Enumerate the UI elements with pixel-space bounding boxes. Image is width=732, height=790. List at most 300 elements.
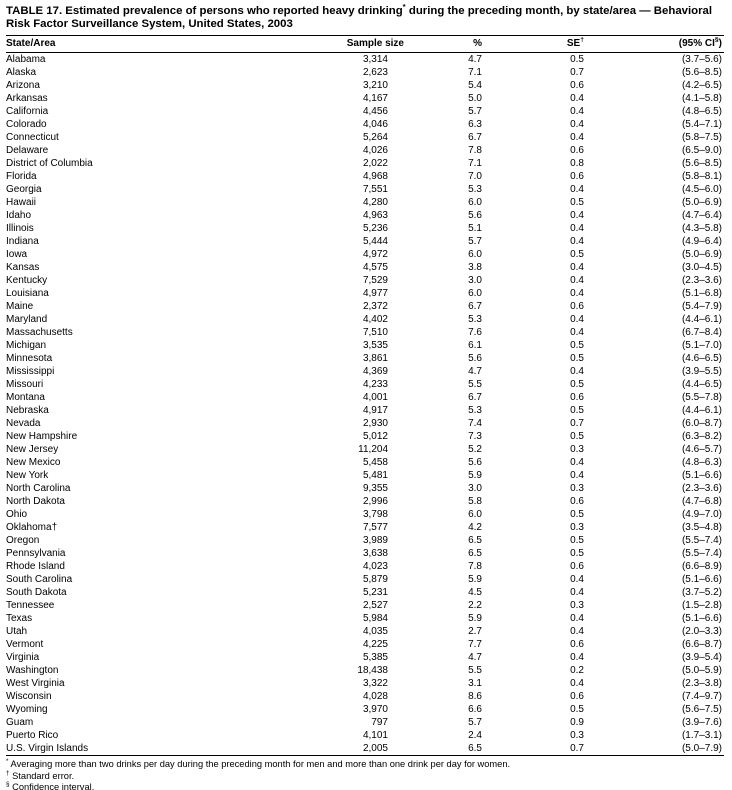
state-area-cell: Alaska <box>6 66 37 78</box>
ci-cell: (4.9–7.0) <box>681 508 722 520</box>
percent-cell: 5.3 <box>468 183 482 195</box>
percent-cell: 2.7 <box>468 625 482 637</box>
state-area-cell: Michigan <box>6 339 47 351</box>
table-body <box>6 52 724 755</box>
state-area-cell: Vermont <box>6 638 44 650</box>
table-title-text-continued: during the preceding month, by state/area — Behavioral Risk Factor Surveillance System, United States, 2003 <box>6 5 713 31</box>
table-row <box>6 456 724 469</box>
table-row <box>6 729 724 742</box>
sample-size-cell: 2,930 <box>362 417 388 429</box>
footnote-definition: * Averaging more than two drinks per day during the preceding month for men and more than one drink per day for women. <box>6 757 511 769</box>
state-area-cell: New Hampshire <box>6 430 78 442</box>
se-cell: 0.5 <box>570 534 584 546</box>
percent-cell: 6.7 <box>468 131 482 143</box>
percent-cell: 5.6 <box>468 352 482 364</box>
se-cell: 0.6 <box>570 300 584 312</box>
state-area-cell: Minnesota <box>6 352 53 364</box>
sample-size-cell: 4,233 <box>362 378 388 390</box>
percent-cell: 5.7 <box>468 105 482 117</box>
header-row <box>6 35 724 52</box>
ci-cell: (4.4–6.1) <box>681 404 722 416</box>
ci-cell: (6.0–8.7) <box>681 417 722 429</box>
se-cell: 0.4 <box>570 677 584 689</box>
ci-cell: (4.6–5.7) <box>681 443 722 455</box>
state-area-cell: Maine <box>6 300 34 312</box>
state-area-cell: Kentucky <box>6 274 48 286</box>
ci-cell: (5.5–7.4) <box>681 534 722 546</box>
table-row <box>6 365 724 378</box>
percent-cell: 4.7 <box>468 365 482 377</box>
table-row <box>6 313 724 326</box>
table-row <box>6 274 724 287</box>
sample-size-cell: 5,236 <box>362 222 388 234</box>
ci-cell: (6.6–8.7) <box>681 638 722 650</box>
se-cell: 0.6 <box>570 170 584 182</box>
table-row <box>6 625 724 638</box>
percent-cell: 6.6 <box>468 703 482 715</box>
state-area-cell: Oregon <box>6 534 40 546</box>
table-row <box>6 79 724 92</box>
sample-size-cell: 4,023 <box>362 560 388 572</box>
se-cell: 0.6 <box>570 391 584 403</box>
percent-cell: 3.0 <box>468 274 482 286</box>
state-area-cell: New Mexico <box>6 456 61 468</box>
ci-cell: (5.1–6.6) <box>681 469 722 481</box>
sample-size-cell: 5,231 <box>362 586 388 598</box>
percent-cell: 4.5 <box>468 586 482 598</box>
footnote-marker-dagger: † <box>6 769 10 777</box>
se-cell: 0.4 <box>570 456 584 468</box>
state-area-cell: Mississippi <box>6 365 55 377</box>
se-cell: 0.5 <box>570 196 584 208</box>
se-cell: 0.5 <box>570 404 584 416</box>
sample-size-cell: 2,996 <box>362 495 388 507</box>
sample-size-cell: 4,026 <box>362 144 388 156</box>
ci-cell: (5.1–6.6) <box>681 573 722 585</box>
state-area-cell: Washington <box>6 664 59 676</box>
sample-size-cell: 18,438 <box>357 664 388 676</box>
table-row <box>6 118 724 131</box>
ci-cell: (4.4–6.5) <box>681 378 722 390</box>
sample-size-cell: 2,022 <box>362 157 388 169</box>
state-area-cell: New Jersey <box>6 443 59 455</box>
table-row <box>6 508 724 521</box>
sample-size-cell: 4,968 <box>362 170 388 182</box>
table-row <box>6 105 724 118</box>
table-title <box>6 2 724 32</box>
state-area-cell: Wisconsin <box>6 690 52 702</box>
sample-size-cell: 7,529 <box>362 274 388 286</box>
sample-size-cell: 4,402 <box>362 313 388 325</box>
se-cell: 0.5 <box>570 352 584 364</box>
ci-cell: (2.3–3.8) <box>681 677 722 689</box>
percent-cell: 8.6 <box>468 690 482 702</box>
ci-cell: (4.4–6.1) <box>681 313 722 325</box>
sample-size-cell: 4,028 <box>362 690 388 702</box>
se-cell: 0.4 <box>570 586 584 598</box>
state-area-cell: Ohio <box>6 508 28 520</box>
se-cell: 0.5 <box>570 248 584 260</box>
ci-cell: (5.4–7.1) <box>681 118 722 130</box>
table-row <box>6 404 724 417</box>
se-cell: 0.9 <box>570 716 584 728</box>
state-area-cell: Iowa <box>6 248 28 260</box>
ci-cell: (2.3–3.6) <box>681 274 722 286</box>
state-area-cell: Florida <box>6 170 37 182</box>
percent-cell: 5.4 <box>468 79 482 91</box>
state-area-cell: Utah <box>6 625 28 637</box>
state-area-cell: Guam <box>6 716 34 728</box>
se-cell: 0.4 <box>570 625 584 637</box>
percent-cell: 5.6 <box>468 209 482 221</box>
sample-size-cell: 5,012 <box>362 430 388 442</box>
state-area-cell: Pennsylvania <box>6 547 66 559</box>
table-row <box>6 261 724 274</box>
se-cell: 0.6 <box>570 495 584 507</box>
ci-cell: (3.9–7.6) <box>681 716 722 728</box>
sample-size-cell: 5,444 <box>362 235 388 247</box>
se-cell: 0.3 <box>570 729 584 741</box>
se-cell: 0.5 <box>570 703 584 715</box>
ci-cell: (5.6–8.5) <box>681 66 722 78</box>
sample-size-cell: 7,551 <box>362 183 388 195</box>
state-area-cell: Virginia <box>6 651 40 663</box>
table-title-text: TABLE 17. Estimated prevalence of persons who reported heavy drinking <box>6 5 403 17</box>
table-row <box>6 534 724 547</box>
percent-cell: 7.4 <box>468 417 482 429</box>
percent-cell: 5.0 <box>468 92 482 104</box>
sample-size-cell: 3,970 <box>362 703 388 715</box>
sample-size-cell: 4,963 <box>362 209 388 221</box>
percent-cell: 7.8 <box>468 560 482 572</box>
table-row <box>6 521 724 534</box>
percent-cell: 6.7 <box>468 391 482 403</box>
table-row <box>6 482 724 495</box>
ci-cell: (3.7–5.6) <box>681 53 722 65</box>
state-area-cell: New York <box>6 469 49 481</box>
se-cell: 0.4 <box>570 183 584 195</box>
se-cell: 0.3 <box>570 443 584 455</box>
state-area-cell: North Carolina <box>6 482 71 494</box>
state-area-cell: Delaware <box>6 144 49 156</box>
se-cell: 0.4 <box>570 573 584 585</box>
sample-size-cell: 2,372 <box>362 300 388 312</box>
table-row <box>6 586 724 599</box>
sample-size-cell: 2,527 <box>362 599 388 611</box>
sample-size-cell: 4,977 <box>362 287 388 299</box>
table-row <box>6 222 724 235</box>
table-row <box>6 547 724 560</box>
sample-size-cell: 3,638 <box>362 547 388 559</box>
percent-cell: 5.3 <box>468 404 482 416</box>
state-area-cell: South Dakota <box>6 586 67 598</box>
percent-cell: 5.1 <box>468 222 482 234</box>
ci-cell: (5.4–7.9) <box>681 300 722 312</box>
percent-cell: 5.7 <box>468 235 482 247</box>
table-row <box>6 248 724 261</box>
sample-size-cell: 11,204 <box>358 443 388 455</box>
percent-cell: 4.7 <box>468 651 482 663</box>
sample-size-cell: 9,355 <box>362 482 388 494</box>
se-cell: 0.4 <box>570 222 584 234</box>
percent-cell: 7.0 <box>468 170 482 182</box>
table-row <box>6 417 724 430</box>
table-row <box>6 144 724 157</box>
col-header-se: SE† <box>482 35 584 52</box>
table-row <box>6 638 724 651</box>
state-area-cell: Idaho <box>6 209 32 221</box>
ci-cell: (5.5–7.8) <box>681 391 722 403</box>
se-cell: 0.2 <box>570 664 584 676</box>
percent-cell: 2.4 <box>468 729 482 741</box>
se-cell: 0.7 <box>570 417 584 429</box>
ci-cell: (4.7–6.8) <box>681 495 722 507</box>
ci-cell: (5.0–6.9) <box>681 196 722 208</box>
state-area-cell: Indiana <box>6 235 39 247</box>
ci-cell: (5.5–7.4) <box>681 547 722 559</box>
se-cell: 0.4 <box>570 274 584 286</box>
se-cell: 0.3 <box>570 482 584 494</box>
table-row <box>6 443 724 456</box>
se-cell: 0.4 <box>570 105 584 117</box>
state-area-cell: Wyoming <box>6 703 48 715</box>
percent-cell: 6.5 <box>468 547 482 559</box>
sample-size-cell: 3,314 <box>362 53 388 65</box>
table-row <box>6 664 724 677</box>
se-cell: 0.5 <box>570 378 584 390</box>
ci-cell: (5.6–7.5) <box>681 703 722 715</box>
se-cell: 0.5 <box>570 508 584 520</box>
ci-cell: (6.7–8.4) <box>681 326 722 338</box>
ci-cell: (4.3–5.8) <box>681 222 722 234</box>
se-cell: 0.5 <box>570 339 584 351</box>
percent-cell: 5.2 <box>468 443 482 455</box>
sample-size-cell: 4,001 <box>362 391 388 403</box>
state-area-cell: Maryland <box>6 313 48 325</box>
table-row <box>6 677 724 690</box>
ci-cell: (2.3–3.6) <box>681 482 722 494</box>
ci-cell: (3.5–4.8) <box>681 521 722 533</box>
ci-cell: (3.7–5.2) <box>681 586 722 598</box>
ci-cell: (1.7–3.1) <box>681 729 722 741</box>
ci-cell: (5.0–7.9) <box>681 742 722 754</box>
table-row <box>6 391 724 404</box>
ci-cell: (6.5–9.0) <box>681 144 722 156</box>
sample-size-cell: 3,861 <box>362 352 388 364</box>
table-row <box>6 287 724 300</box>
table-row <box>6 599 724 612</box>
sample-size-cell: 4,046 <box>362 118 388 130</box>
se-cell: 0.4 <box>570 612 584 624</box>
footnote-marker-asterisk: * <box>6 757 9 765</box>
state-area-cell: Rhode Island <box>6 560 65 572</box>
sample-size-cell: 4,369 <box>362 365 388 377</box>
ci-cell: (4.7–6.4) <box>681 209 722 221</box>
state-area-cell: Colorado <box>6 118 47 130</box>
se-cell: 0.6 <box>570 690 584 702</box>
sample-size-cell: 5,458 <box>362 456 388 468</box>
table-row <box>6 131 724 144</box>
percent-cell: 5.9 <box>468 573 482 585</box>
ci-cell: (6.6–8.9) <box>681 560 722 572</box>
table-row <box>6 469 724 482</box>
ci-cell: (5.0–5.9) <box>681 664 722 676</box>
ci-cell: (6.3–8.2) <box>681 430 722 442</box>
table-row <box>6 495 724 508</box>
ci-cell: (5.1–7.0) <box>681 339 722 351</box>
percent-cell: 5.9 <box>468 612 482 624</box>
state-area-cell: Kansas <box>6 261 40 273</box>
percent-cell: 7.1 <box>468 157 482 169</box>
ci-cell: (5.0–6.9) <box>681 248 722 260</box>
sample-size-cell: 5,481 <box>362 469 388 481</box>
percent-cell: 6.3 <box>468 118 482 130</box>
se-cell: 0.7 <box>570 66 584 78</box>
se-cell: 0.4 <box>570 651 584 663</box>
ci-cell: (3.9–5.4) <box>681 651 722 663</box>
table-row <box>6 651 724 664</box>
se-cell: 0.7 <box>570 742 584 754</box>
table-row <box>6 170 724 183</box>
percent-cell: 4.2 <box>468 521 482 533</box>
sample-size-cell: 5,264 <box>362 131 388 143</box>
sample-size-cell: 4,575 <box>362 261 388 273</box>
sample-size-cell: 4,456 <box>362 105 388 117</box>
sample-size-cell: 4,280 <box>362 196 388 208</box>
percent-cell: 5.8 <box>468 495 482 507</box>
sample-size-cell: 2,623 <box>362 66 388 78</box>
percent-cell: 6.0 <box>468 196 482 208</box>
state-area-cell: Illinois <box>6 222 34 234</box>
table-row <box>6 235 724 248</box>
se-cell: 0.6 <box>570 79 584 91</box>
table-row <box>6 703 724 716</box>
footnotes <box>6 759 724 790</box>
table-row <box>6 326 724 339</box>
table-row <box>6 52 724 66</box>
se-cell: 0.6 <box>570 638 584 650</box>
ci-cell: (3.0–4.5) <box>681 261 722 273</box>
percent-cell: 6.0 <box>468 508 482 520</box>
table-row <box>6 716 724 729</box>
ci-cell: (4.5–6.0) <box>681 183 722 195</box>
table-header <box>6 35 724 52</box>
ci-cell: (5.1–6.6) <box>681 612 722 624</box>
percent-cell: 6.0 <box>468 287 482 299</box>
se-cell: 0.4 <box>570 469 584 481</box>
se-cell: 0.4 <box>570 287 584 299</box>
ci-cell: (1.5–2.8) <box>681 599 722 611</box>
state-area-cell: Massachusetts <box>6 326 73 338</box>
percent-cell: 3.1 <box>468 677 482 689</box>
state-area-cell: Hawaii <box>6 196 37 208</box>
table-row <box>6 378 724 391</box>
state-area-cell: Arizona <box>6 79 40 91</box>
se-cell: 0.5 <box>570 430 584 442</box>
se-cell: 0.4 <box>570 313 584 325</box>
state-area-cell: Tennessee <box>6 599 55 611</box>
percent-cell: 5.5 <box>468 378 482 390</box>
footnote-confidence-interval: § Confidence interval. <box>6 781 95 790</box>
footnote-marker-asterisk: * <box>402 2 406 12</box>
se-cell: 0.4 <box>570 131 584 143</box>
sample-size-cell: 5,984 <box>362 612 388 624</box>
table-row <box>6 300 724 313</box>
se-cell: 0.4 <box>570 118 584 130</box>
ci-cell: (4.8–6.3) <box>681 456 722 468</box>
ci-cell: (4.8–6.5) <box>681 105 722 117</box>
sample-size-cell: 4,167 <box>362 92 388 104</box>
col-header-percent: % <box>404 35 482 52</box>
state-area-cell: Louisiana <box>6 287 49 299</box>
table-row <box>6 742 724 756</box>
percent-cell: 7.1 <box>468 66 482 78</box>
table-row <box>6 690 724 703</box>
ci-cell: (4.2–6.5) <box>681 79 722 91</box>
state-area-cell: Connecticut <box>6 131 59 143</box>
percent-cell: 6.1 <box>468 339 482 351</box>
state-area-cell: Puerto Rico <box>6 729 59 741</box>
table-row <box>6 66 724 79</box>
footnote-standard-error: † Standard error. <box>6 769 75 781</box>
percent-cell: 7.6 <box>468 326 482 338</box>
se-cell: 0.3 <box>570 521 584 533</box>
percent-cell: 5.9 <box>468 469 482 481</box>
ci-cell: (2.0–3.3) <box>681 625 722 637</box>
ci-cell: (5.1–6.8) <box>681 287 722 299</box>
ci-cell: (4.9–6.4) <box>681 235 722 247</box>
col-header-sample-size: Sample size <box>314 35 404 52</box>
ci-cell: (5.6–8.5) <box>681 157 722 169</box>
se-cell: 0.5 <box>570 53 584 65</box>
prevalence-table <box>6 35 724 756</box>
table-row <box>6 430 724 443</box>
col-header-ci: (95% CI§) <box>584 35 724 52</box>
state-area-cell: Montana <box>6 391 45 403</box>
percent-cell: 7.7 <box>468 638 482 650</box>
sample-size-cell: 3,322 <box>362 677 388 689</box>
table-row <box>6 209 724 222</box>
sample-size-cell: 4,917 <box>362 404 388 416</box>
se-cell: 0.4 <box>570 365 584 377</box>
se-cell: 0.4 <box>570 92 584 104</box>
percent-cell: 6.5 <box>468 742 482 754</box>
state-area-cell: North Dakota <box>6 495 65 507</box>
sample-size-cell: 4,972 <box>362 248 388 260</box>
state-area-cell: Missouri <box>6 378 44 390</box>
sample-size-cell: 3,989 <box>362 534 388 546</box>
state-area-cell: Arkansas <box>6 92 48 104</box>
percent-cell: 5.6 <box>468 456 482 468</box>
percent-cell: 5.3 <box>468 313 482 325</box>
percent-cell: 3.0 <box>468 482 482 494</box>
sample-size-cell: 797 <box>371 716 388 728</box>
table-row <box>6 612 724 625</box>
table-row <box>6 92 724 105</box>
state-area-cell: Texas <box>6 612 33 624</box>
percent-cell: 6.7 <box>468 300 482 312</box>
state-area-cell: Nebraska <box>6 404 49 416</box>
ci-cell: (4.1–5.8) <box>681 92 722 104</box>
table-row <box>6 573 724 586</box>
table-row <box>6 157 724 170</box>
sample-size-cell: 4,035 <box>362 625 388 637</box>
ci-cell: (5.8–8.1) <box>681 170 722 182</box>
percent-cell: 3.8 <box>468 261 482 273</box>
sample-size-cell: 2,005 <box>362 742 388 754</box>
percent-cell: 5.5 <box>468 664 482 676</box>
state-area-cell: West Virginia <box>6 677 65 689</box>
